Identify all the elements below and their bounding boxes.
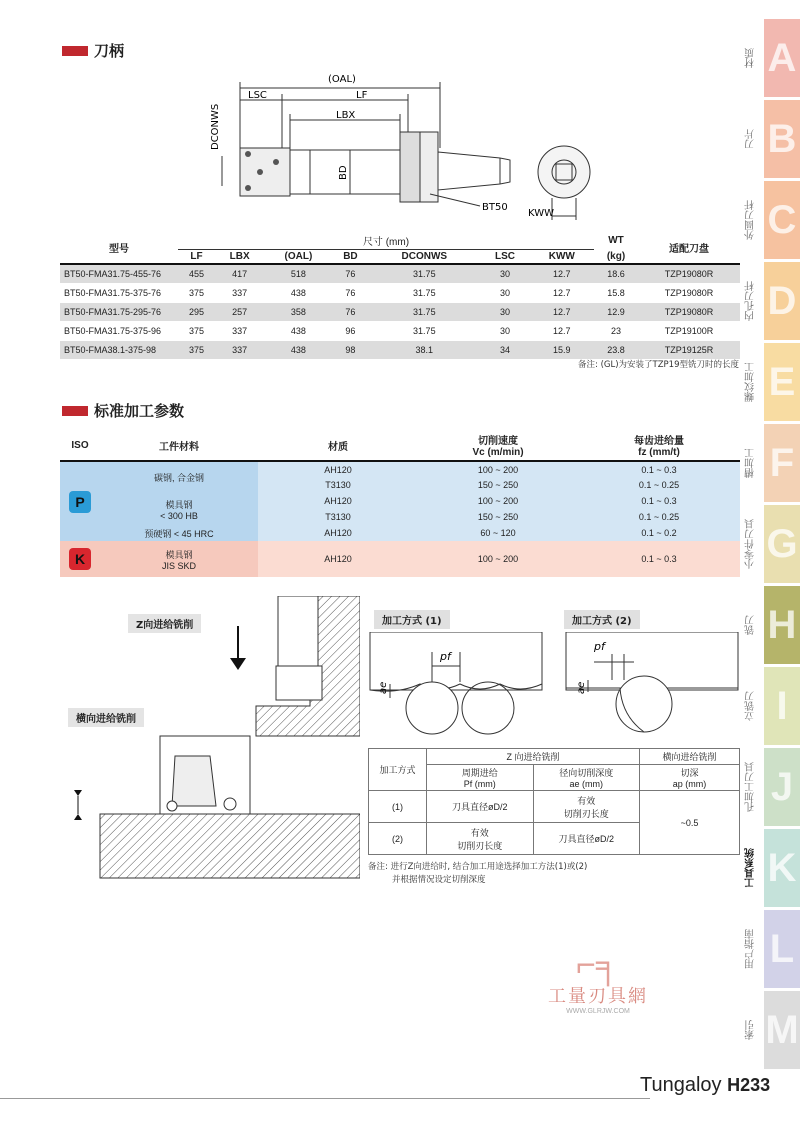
pf-unit: Pf (mm) [463,779,496,789]
th-side: 横向进给铣削 [640,749,740,765]
tab-h[interactable] [736,585,800,665]
spec-cell-dconws: 31.75 [368,283,480,302]
r1-ae-line2: 切削刃长度 [563,808,609,819]
th-grade: 材质 [258,430,418,461]
fz-cell: 0.1 ~ 0.3 [578,541,740,577]
spec-cell-dconws: 31.75 [368,302,480,321]
label-bt50: BT50 [482,202,508,213]
tab-a[interactable] [736,18,800,98]
iso-p-cell [60,461,100,541]
mat-carbon: 碳钢, 合金钢 [100,461,258,493]
spec-cell-lsc: 30 [480,321,529,340]
params-table [60,430,740,577]
mat-skd-line1: 模具钢 [165,549,193,560]
spec-cell-model: BT50-FMA31.75-295-76 [60,302,178,321]
tab-label: 铣刀 [745,615,757,635]
grade-cell: AH120 [258,541,418,577]
tab-letter: H [764,586,800,664]
spec-note: 备注: (GL)为安装了TZP19型铣刀时的长度 [578,360,739,370]
r1-ae-line1: 有效 [577,795,596,806]
speed-unit: Vc (m/min) [472,447,524,458]
section-title-text: 刀柄 [94,42,125,60]
section-title-text: 标准加工参数 [94,402,185,420]
spec-cell-lbx: 337 [215,283,264,302]
section-title-params [62,400,184,421]
title-bar [62,46,88,56]
th-wt-unit: (kg) [606,250,626,262]
spec-cell-insert: TZP19100R [638,321,740,340]
spec-cell-wt: 23 [594,321,638,340]
pf-label: pf [440,650,451,663]
milling-illustration [60,596,360,880]
spec-cell-kww: 12.7 [530,264,594,283]
spec-cell-oal: 518 [264,264,332,283]
tab-e[interactable] [736,342,800,422]
method1-diagram [368,632,544,742]
grade-cell: T3130 [258,509,418,525]
th-speed [418,430,578,461]
fz-cell: 0.1 ~ 0.2 [578,525,740,541]
spec-cell-lbx: 337 [215,321,264,340]
tab-letter: G [764,505,800,583]
tab-i[interactable] [736,666,800,746]
iso-k-badge: K [69,548,91,570]
spec-cell-kww: 12.7 [530,302,594,321]
r2-pf-line2: 切削刃长度 [457,840,503,851]
spec-cell-oal: 438 [264,283,332,302]
tab-letter: L [764,910,800,988]
spec-cell-insert: TZP19080R [638,302,740,321]
dim-lbx: LBX [336,110,356,121]
mat-skd [100,541,258,577]
fz-cell: 0.1 ~ 0.25 [578,477,740,493]
tab-letter: D [764,262,800,340]
spec-cell-model: BT50-FMA31.75-455-76 [60,264,178,283]
th-size: 尺寸 (mm) [178,232,594,250]
spec-cell-lbx: 257 [215,302,264,321]
r1-pf: 刀具直径øD/2 [427,791,534,823]
tab-label: 立铣刀 [745,691,757,721]
spec-row [60,340,740,359]
section-title-holder [62,40,124,61]
th-bd: BD [343,251,358,262]
spec-table [60,232,740,359]
spec-cell-bd: 76 [333,302,369,321]
spec-cell-bd: 76 [333,264,369,283]
spec-cell-lsc: 30 [480,264,529,283]
tab-label: 螺纹加工 [745,362,757,402]
th-material: 工件材料 [100,430,258,461]
feed-unit: fz (mm/t) [638,447,680,458]
tab-letter: K [764,829,800,907]
spec-cell-dconws: 38.1 [368,340,480,359]
label-method2: 加工方式 (2) [564,610,640,629]
spec-cell-lf: 295 [178,302,215,321]
footer-line [0,1098,650,1099]
tab-label: 工具系统 [745,848,757,888]
fz-cell: 0.1 ~ 0.3 [578,493,740,509]
fz-cell: 0.1 ~ 0.3 [578,461,740,477]
th-dconws: DCONWS [401,251,448,262]
th-method: 加工方式 [369,749,427,791]
spec-cell-bd: 96 [333,321,369,340]
mat-die-line2: < 300 HB [160,510,198,521]
ap-title: 切深 [680,768,699,778]
tab-letter: M [764,991,800,1069]
tab-m[interactable] [736,990,800,1070]
spec-cell-oal: 358 [264,302,332,321]
tab-c[interactable] [736,180,800,260]
mat-prehard: 预硬钢 < 45 HRC [100,525,258,541]
tab-letter: E [764,343,800,421]
mat-skd-line2: JIS SKD [161,560,196,571]
iso-p-badge: P [69,491,91,513]
ae-label: ae [576,681,587,694]
vc-cell: 100 ~ 200 [418,493,578,509]
method-note-1: 备注: 进行Z向进给时, 结合加工用途选择加工方法(1)或(2) [368,862,588,872]
vc-cell: 150 ~ 250 [418,509,578,525]
spec-cell-lbx: 417 [215,264,264,283]
tab-b[interactable] [736,99,800,179]
mat-die-line1: 模具钢 [165,499,193,510]
r2-pf [427,823,534,855]
spec-cell-kww: 15.9 [530,340,594,359]
tab-label: 孔加工刀具 [745,762,757,812]
tab-label: 内孔刀杆 [745,281,757,321]
tab-letter: J [764,748,800,826]
spec-row [60,264,740,283]
dim-kww: KWW [528,208,554,219]
tab-k[interactable] [736,828,800,908]
tab-label: 用户指南 [745,929,757,969]
tab-label: 外圆刀杆 [745,200,757,240]
r1-ae [533,791,640,823]
spec-cell-model: BT50-FMA31.75-375-96 [60,321,178,340]
grade-cell: AH120 [258,493,418,509]
dim-lsc: LSC [248,90,267,101]
tab-f[interactable] [736,423,800,503]
pf-label: pf [594,640,605,653]
th-insert: 适配刀盘 [669,244,709,255]
th-lsc: LSC [495,251,516,262]
method-note-2: 并根据情况设定切削深度 [392,875,486,885]
tab-label: 小零件刀具 [745,519,757,569]
method-row1: (1) [369,791,427,823]
footer [640,1074,770,1097]
method-row2: (2) [369,823,427,855]
th-z: Z 向进给铣削 [427,749,640,765]
tab-l[interactable] [736,909,800,989]
spec-cell-kww: 12.7 [530,321,594,340]
r2-pf-line1: 有效 [470,827,489,838]
spec-cell-lf: 455 [178,264,215,283]
spec-cell-oal: 438 [264,340,332,359]
speed-label: 切削速度 [478,436,518,447]
spec-cell-lsc: 30 [480,302,529,321]
spec-cell-dconws: 31.75 [368,264,480,283]
spec-cell-lbx: 337 [215,340,264,359]
spec-row [60,283,740,302]
th-wt: WT [608,235,624,247]
fz-cell: 0.1 ~ 0.25 [578,509,740,525]
vc-cell: 100 ~ 200 [418,541,578,577]
watermark [548,948,648,1015]
footer-brand: Tungaloy [640,1074,722,1096]
th-ap [640,765,740,791]
spec-cell-bd: 98 [333,340,369,359]
label-z-milling: Z向进给铣削 [128,614,201,633]
spec-cell-lsc: 34 [480,340,529,359]
spec-row [60,321,740,340]
spec-row [60,302,740,321]
ae-unit: ae (mm) [569,779,603,789]
section-tabs [736,18,800,1071]
tab-label: 材质 [745,48,757,68]
vc-cell: 100 ~ 200 [418,461,578,477]
tab-label: 索引 [745,1020,757,1040]
tab-letter: B [764,100,800,178]
tab-d[interactable] [736,261,800,341]
dim-bd: BD [338,165,349,180]
dim-oal: (OAL) [328,74,356,85]
watermark-url: WWW.GLRJW.COM [566,1008,630,1015]
label-method1: 加工方式 (1) [374,610,450,629]
tab-j[interactable] [736,747,800,827]
tab-letter: C [764,181,800,259]
th-pf [427,765,534,791]
pf-title: 周期进给 [461,768,498,778]
tab-label: 槽加工 [745,448,757,478]
spec-cell-lsc: 30 [480,283,529,302]
th-lbx: LBX [229,251,250,262]
th-model: 型号 [109,244,129,255]
th-feed [578,430,740,461]
dim-lf: LF [356,90,368,101]
watermark-logo-icon: ⌐╕ [576,946,620,984]
spec-cell-lf: 375 [178,283,215,302]
spec-cell-wt: 18.6 [594,264,638,283]
tab-letter: I [764,667,800,745]
spec-cell-kww: 12.7 [530,283,594,302]
tab-label: 刀片 [745,129,757,149]
spec-cell-oal: 438 [264,321,332,340]
ae-title: 径向切削深度 [559,768,614,778]
spec-cell-lf: 375 [178,340,215,359]
iso-k-cell [60,541,100,577]
th-iso: ISO [60,430,100,461]
spec-cell-insert: TZP19125R [638,340,740,359]
dim-dconws: DCONWS [210,103,221,150]
th-lf: LF [190,251,203,262]
th-oal: (OAL) [284,251,313,262]
spec-cell-wt: 15.8 [594,283,638,302]
spec-cell-insert: TZP19080R [638,264,740,283]
method2-diagram [564,632,740,742]
spec-cell-bd: 76 [333,283,369,302]
watermark-text: 工量刃具網 [548,986,648,1006]
spec-cell-wt: 12.9 [594,302,638,321]
feed-label: 每齿进给量 [634,436,684,447]
grade-cell: T3130 [258,477,418,493]
grade-cell: AH120 [258,525,418,541]
tab-g[interactable] [736,504,800,584]
tab-letter: A [764,19,800,97]
title-bar [62,406,88,416]
spec-cell-model: BT50-FMA31.75-375-76 [60,283,178,302]
spec-cell-wt: 23.8 [594,340,638,359]
spec-cell-lf: 375 [178,321,215,340]
vc-cell: 150 ~ 250 [418,477,578,493]
r2-ae: 刀具直径øD/2 [533,823,640,855]
footer-page: H233 [727,1075,771,1095]
tab-letter: F [764,424,800,502]
th-ae [533,765,640,791]
holder-drawing [200,68,600,228]
ap-value: ~0.5 [640,791,740,855]
spec-cell-model: BT50-FMA38.1-375-98 [60,340,178,359]
th-kww: KWW [548,251,575,262]
spec-cell-dconws: 31.75 [368,321,480,340]
grade-cell: AH120 [258,461,418,477]
label-side-milling: 横向进给铣削 [68,708,144,727]
spec-cell-insert: TZP19080R [638,283,740,302]
vc-cell: 60 ~ 120 [418,525,578,541]
mat-die [100,493,258,525]
method-table [368,748,740,855]
ae-label: ae [378,681,389,694]
ap-unit: ap (mm) [672,779,707,789]
